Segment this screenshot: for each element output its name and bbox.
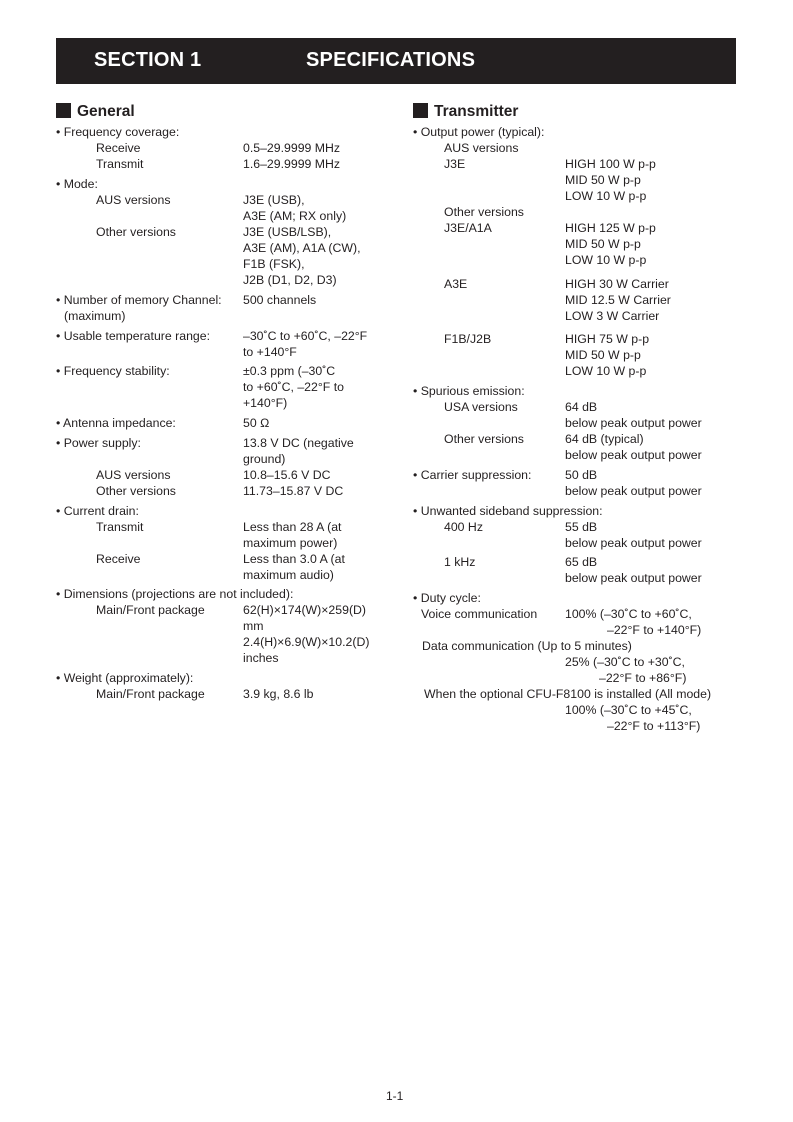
spec-label: (maximum) [64,309,126,323]
spec-value: 64 dB [565,400,598,414]
spec-value: J3E (USB), [243,193,305,207]
spec-value: 10.8–15.6 V DC [243,468,331,482]
spec-value: to +60˚C, –22°F to [243,380,344,394]
general-heading: General [56,103,135,121]
spec-value: 500 channels [243,293,317,307]
spec-value: –22°F to +86°F) [599,671,687,685]
spec-value: 3.9 kg, 8.6 lb [243,687,314,701]
spec-value: 50 dB [565,468,598,482]
spec-sublabel: AUS versions [96,193,171,207]
spec-value: LOW 10 W p-p [565,364,647,378]
spec-value: 65 dB [565,555,598,569]
spec-sublabel: J3E/A1A [444,221,492,235]
spec-value: inches [243,651,279,665]
spec-value: Less than 28 A (at [243,520,342,534]
spec-value: 11.73–15.87 V DC [243,484,344,498]
spec-value: maximum power) [243,536,338,550]
spec-sublabel: USA versions [444,400,518,414]
spec-label: • Antenna impedance: [56,416,176,430]
spec-sublabel: Other versions [96,484,176,498]
spec-sublabel: Voice communication [421,607,538,621]
spec-value: MID 12.5 W Carrier [565,293,671,307]
spec-value: 13.8 V DC (negative [243,436,354,450]
spec-value: HIGH 100 W p-p [565,157,656,171]
transmitter-heading: Transmitter [413,103,518,121]
spec-value: 0.5–29.9999 MHz [243,141,341,155]
spec-sublabel: Main/Front package [96,687,205,701]
page-title: SPECIFICATIONS [306,49,476,71]
spec-value: ±0.3 ppm (–30˚C [243,364,336,378]
spec-sublabel: Other versions [444,205,524,219]
square-bullet-icon [413,103,428,118]
spec-value: Less than 3.0 A (at [243,552,345,566]
spec-value: A3E (AM; RX only) [243,209,347,223]
spec-label: • Weight (approximately): [56,671,194,685]
spec-sublabel: 1 kHz [444,555,476,569]
spec-label: • Carrier suppression: [413,468,532,482]
spec-value: MID 50 W p-p [565,237,641,251]
spec-value: 100% (–30˚C to +60˚C, [565,607,692,621]
spec-sublabel: F1B/J2B [444,332,492,346]
spec-value: below peak output power [565,571,702,585]
spec-value: 50 Ω [243,416,270,430]
spec-value: mm [243,619,264,633]
section-number: SECTION 1 [94,49,202,71]
spec-sublabel: When the optional CFU-F8100 is installed (All mode) [424,687,712,701]
spec-sublabel: Data communication (Up to 5 minutes) [422,639,632,653]
spec-sublabel: Receive [96,552,141,566]
spec-value: 2.4(H)×6.9(W)×10.2(D) [243,635,370,649]
spec-value: LOW 10 W p-p [565,189,647,203]
square-bullet-icon [56,103,71,118]
spec-value: 62(H)×174(W)×259(D) [243,603,367,617]
spec-value: below peak output power [565,484,702,498]
spec-label: • Duty cycle: [413,591,481,605]
spec-label: • Dimensions (projections are not included): [56,587,294,601]
spec-value: J2B (D1, D2, D3) [243,273,337,287]
spec-sublabel: Transmit [96,520,144,534]
spec-value: below peak output power [565,416,702,430]
section-header-bar [56,38,736,84]
spec-value: 55 dB [565,520,598,534]
spec-value: below peak output power [565,448,702,462]
spec-value: to +140°F [243,345,297,359]
spec-label: • Power supply: [56,436,141,450]
spec-sublabel: Main/Front package [96,603,205,617]
spec-label: • Frequency coverage: [56,125,180,139]
spec-value: maximum audio) [243,568,334,582]
spec-label: • Current drain: [56,504,139,518]
spec-value: –22°F to +113°F) [607,719,701,733]
spec-value: –22°F to +140°F) [607,623,702,637]
spec-sublabel: 400 Hz [444,520,483,534]
spec-value: MID 50 W p-p [565,173,641,187]
spec-value: 1.6–29.9999 MHz [243,157,341,171]
spec-label: • Spurious emission: [413,384,525,398]
spec-value: MID 50 W p-p [565,348,641,362]
spec-label: • Frequency stability: [56,364,170,378]
spec-value: below peak output power [565,536,702,550]
spec-sublabel: AUS versions [96,468,171,482]
spec-value: HIGH 30 W Carrier [565,277,669,291]
spec-value: LOW 10 W p-p [565,253,647,267]
page-number: 1-1 [386,1089,404,1103]
spec-value: J3E (USB/LSB), [243,225,332,239]
spec-value: LOW 3 W Carrier [565,309,660,323]
spec-label: • Mode: [56,177,98,191]
spec-value: –30˚C to +60˚C, –22°F [243,329,368,343]
spec-sublabel: J3E [444,157,466,171]
spec-value: F1B (FSK), [243,257,305,271]
spec-sublabel: Other versions [444,432,524,446]
spec-label: • Usable temperature range: [56,329,210,343]
spec-value: ground) [243,452,286,466]
spec-label: • Unwanted sideband suppression: [413,504,603,518]
spec-label: • Output power (typical): [413,125,545,139]
spec-value: A3E (AM), A1A (CW), [243,241,361,255]
spec-value: 25% (–30˚C to +30˚C, [565,655,685,669]
spec-value: HIGH 75 W p-p [565,332,650,346]
spec-value: 100% (–30˚C to +45˚C, [565,703,692,717]
spec-sublabel: Other versions [96,225,176,239]
spec-sublabel: AUS versions [444,141,519,155]
spec-value: HIGH 125 W p-p [565,221,656,235]
spec-value: 64 dB (typical) [565,432,644,446]
spec-sublabel: A3E [444,277,468,291]
spec-sublabel: Transmit [96,157,144,171]
spec-value: +140°F) [243,396,288,410]
spec-sublabel: Receive [96,141,141,155]
spec-label: • Number of memory Channel: [56,293,222,307]
